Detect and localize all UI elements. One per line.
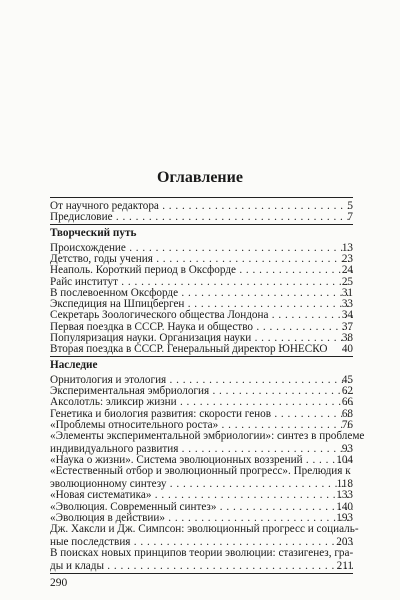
toc-entry: В послевоенном Оксфорде . . . 31 <box>50 287 353 300</box>
toc-entry: Генетика и биология развития: скорости генов . . . 68 <box>50 408 353 421</box>
toc-entry: Первая поездка в СССР. Наука и общество . . . 37 <box>50 321 353 334</box>
section-heading: Наследие <box>50 358 98 371</box>
toc-entry: Неаполь. Короткий период в Оксфорде . . . 24 <box>50 264 353 277</box>
toc-entry: Аксолотль: эликсир жизни . . . 66 <box>50 396 353 409</box>
toc-entry: «Новая систематика» . . . 133 <box>50 489 353 502</box>
toc-entry: Райс институт . . . 25 <box>50 276 353 289</box>
toc-entry: Детство, годы учения . . . 23 <box>50 253 353 266</box>
toc-entry: «Эволюция в действии» . . . 193 <box>50 512 353 525</box>
toc-entry: «Эволюция. Современный синтез» . . . 140 <box>50 501 353 514</box>
toc-entry: «Наука о жизни». Система эволюционных воззрений . . . 104 <box>50 454 353 467</box>
toc-entry: В поисках новых принципов теории эволюции: стазигенез, гра- ды и клады . . . 211 <box>50 547 353 573</box>
page-number: 290 <box>50 577 68 590</box>
top-rule <box>50 197 353 198</box>
toc-entry: Экспедиция на Шпицберген . . . 33 <box>50 298 353 311</box>
toc-entry: «Элементы экспериментальной эмбриологии»: синтез в проблеме индивидуального развития . . . 93 <box>50 430 353 456</box>
toc-entry: Орнитология и этология . . . 45 <box>50 374 353 387</box>
toc-entry: Экспериментальная эмбриология . . . 62 <box>50 385 353 398</box>
section-heading: Творческий путь <box>50 226 137 239</box>
toc-entry: «Проблемы относительного роста» . . . 76 <box>50 419 353 432</box>
toc-entry: Предисловие . . . 7 <box>50 211 353 224</box>
toc-entry: Секретарь Зоологического общества Лондона . . . 34 <box>50 309 353 322</box>
page-title: Оглавление <box>157 169 243 186</box>
toc-entry: От научного редактора . . . 5 <box>50 200 353 213</box>
bottom-rule <box>50 573 353 574</box>
toc-entry: Вторая поездка в СССР. Генеральный директор ЮНЕСКО 40 <box>50 343 353 356</box>
toc-entry: Происхождение . . . 13 <box>50 242 353 255</box>
toc-entry: Популяризация науки. Организация науки . . . 38 <box>50 332 353 345</box>
toc-entry: «Естественный отбор и эволюционный прогресс». Прелюдия к эволюционному синтезу . . . 118 <box>50 465 353 491</box>
toc-entry: Дж. Хаксли и Дж. Симпсон: эволюционный прогресс и социаль- ные последствия . . . 203 <box>50 523 353 549</box>
